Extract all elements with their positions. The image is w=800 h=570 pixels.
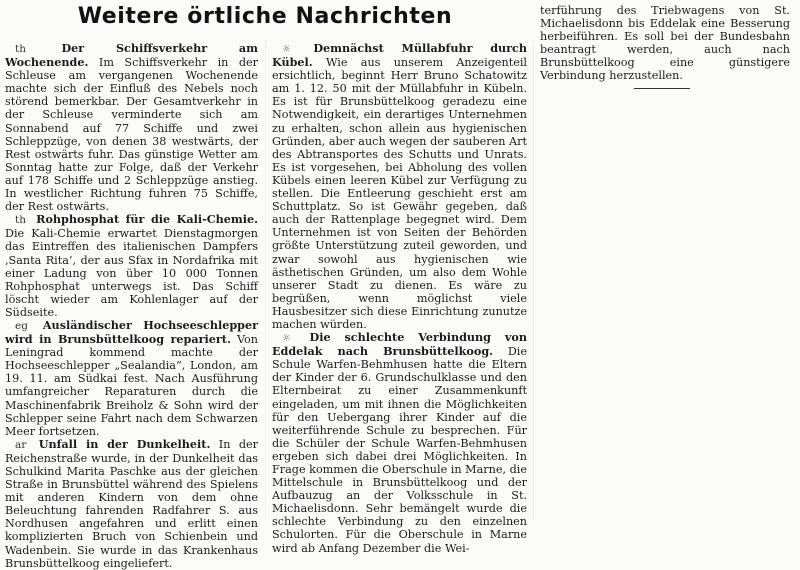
article-body: Im Schiffsverkehr in der Schleuse am vergangenen Wochenende machte sich der Einfluß des Nebels noch störend bemerkbar. Der Gesamtverkehr in der Schleuse verminderte sich am Sonnabend auf 77 Schiffe und zwei Schleppzüge, von denen 38 westwärts, der Rest ostwärts fuhr. Das günstige Wetter am Sonntag hatte zur Folge, daß der Verkehr auf 178 Schiffe und 2 Schleppzüge anstieg. In westlicher Richtung fuhren 75 Schiffe, der Rest ostwärts. [5,56,258,214]
column-gutter [265,40,266,520]
article-body: Wie aus unserem Anzeigenteil ersichtlich, beginnt Herr Bruno Schatowitz am 1. 12. 50 mit der Müllabfuhr in Kübeln. Es ist für Brunsbüttelkoog geradezu eine Notwendigkeit, ein derartiges Unternehmen zu erhalten, schon allein aus hygienischen Gründen, aber auch wegen der sauberen Art des Abtransportes des Schutts und Unrats. Es ist vorgesehen, bei Abholung des vollen Kübels einen leeren Kübel zur Verfügung zu stellen. Die Entleerung geschieht erst am Schuttplatz. So ist Gewähr gegeben, daß auch der Rattenplage begegnet wird. Dem Unternehmen ist von Seiten der Behörden größte Unterstützung zuteil geworden, und zwar sowohl aus hygienischen wie ästhetischen Gründen, um also dem Wohle unserer Stadt zu dienen. Es wäre zu begrüßen, wenn möglichst viele Hausbesitzer sich diese Einrichtung zunutze machen würden. [272,56,527,331]
column-gutter [533,40,534,520]
star-icon: ☼ [282,333,291,345]
article-headline: Der Schiffsverkehr am Wochenende. [5,41,258,70]
page-title: Weitere örtliche Nachrichten [77,4,453,29]
article-headline: Demnächst Müllabfuhr durch Kübel. [272,41,527,70]
article-headline: Rohphosphat für die Kali-Chemie. [36,212,258,227]
end-of-section-rule [634,88,690,89]
article-hochseeschlepper [5,319,258,438]
article-body: Die Kali-Chemie erwartet Dienstagmorgen das Eintreffen des italienischen Dampfers ‚Santa Rita‘, der aus Sfax in Nordafrika mit einer Ladung von über 10 000 Tonnen Rohphosphat unterwegs ist. Das Schiff löscht wieder am Kohlenlager auf der Südseite. [5,227,258,319]
article-unfall [5,438,258,570]
article-headline: Die schlechte Verbindung von Eddelak nach Brunsbüttelkoog. [272,330,527,359]
column-right [540,4,790,83]
article-body: In der Reichenstraße wurde, in der Dunkelheit das Schulkind Marita Paschke aus der gleichen Straße in Brunsbüttel während des Spielens mit anderen Kindern von dem ohne Beleuchtung fahrenden Radfahrer S. aus Nordhusen angefahren und erlitt einen komplizierten Bruch von Schienbein und Wadenbein. Sie wurde in das Krankenhaus Brunsbüttelkoog eingeliefert. [5,437,258,570]
author-kicker: th [15,43,26,55]
column-middle [272,42,527,555]
article-body: Die Schule Warfen-Behmhusen hatte die Eltern der Kinder der 6. Grundschulklasse und den Elternbeirat zu einer Zusammenkunft eingeladen, um mit ihnen die Möglichkeiten für den Uebergang ihrer Kinder auf die weiterführende Schule zu besprechen. Für die Schüler der Schule Warfen-Behmhusen ergeben sich dabei drei Möglichkeiten. In Frage kommen die Oberschule in Marne, die Mittelschule in Brunsbüttelkoog und der Aufbauzug an der Volksschule in St. Michaelisdonn. Sehr bemängelt wurde die schlechte Verbindung zu den einzelnen Schulorten. Für die Oberschule in Marne wird ab Anfang Dezember die Wei- [272,345,527,555]
article-headline: Ausländischer Hochseeschlepper wird in Brunsbüttelkoog repariert. [5,317,258,347]
author-kicker: eg [15,319,28,332]
article-muellabfuhr [272,42,527,331]
author-kicker: ar [15,438,27,451]
article-schiffsverkehr [5,42,258,213]
article-body-continued: terführung des Triebwagens von St. Michaelisdonn bis Eddelak eine Besserung herbeiführen. Es soll bei der Bundesbahn beantragt werden, auch nach Brunsbüttelkoog eine günstigere Verbindung herzustellen. [540,4,790,83]
author-kicker: th [15,214,26,227]
article-continuation [540,4,790,83]
article-body: Von Leningrad kommend machte der Hochseeschlepper „Sealandia“, London, am 19. 11. am Südkai fest. Nach Ausführung umfangreicher Reparaturen durch die Maschinenfabrik Breiholz & Sohn wird der Schlepper seine Fahrt nach dem Schwarzen Meer fortsetzen. [5,333,258,438]
article-rohphosphat [5,213,258,319]
article-headline: Unfall in der Dunkelheit. [38,436,211,451]
article-verbindung-eddelak [272,331,527,555]
column-left [5,42,258,570]
star-icon: ☼ [282,44,291,55]
